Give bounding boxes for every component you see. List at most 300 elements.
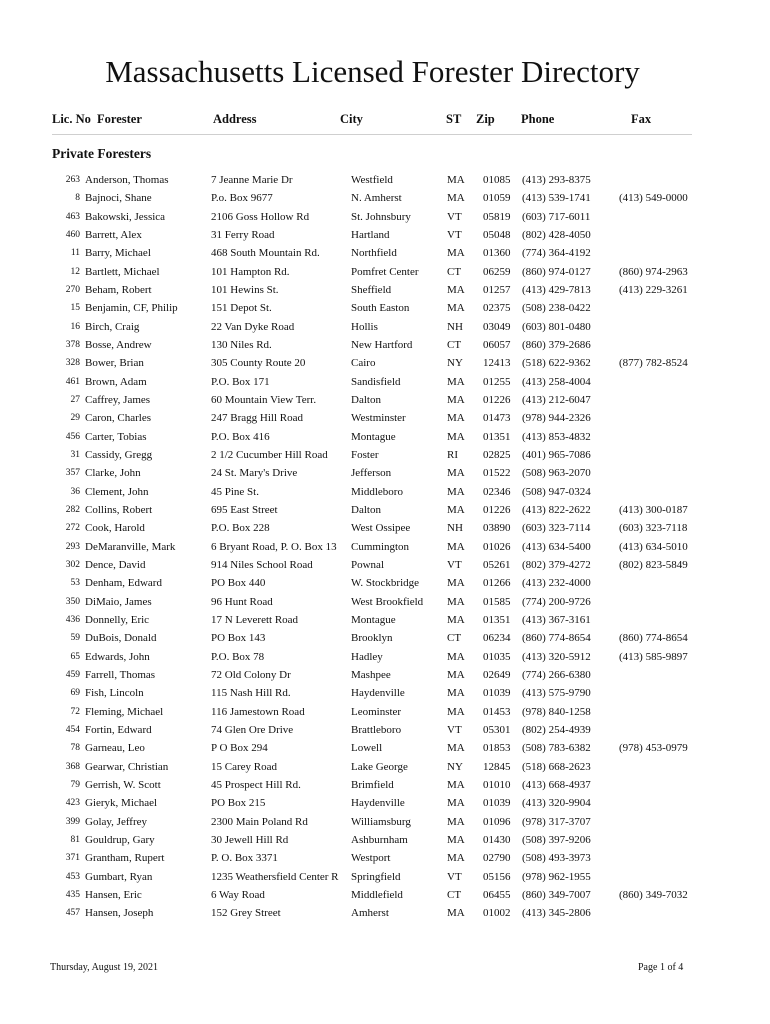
table-row bbox=[0, 522, 770, 540]
phone-number: (413) 320-9904 bbox=[522, 797, 591, 810]
zip-code: 02375 bbox=[483, 302, 511, 315]
forester-name: Edwards, John bbox=[85, 650, 150, 663]
license-number: 453 bbox=[65, 871, 80, 882]
state: VT bbox=[447, 228, 462, 241]
phone-number: (603) 323-7114 bbox=[522, 522, 591, 535]
license-number: 15 bbox=[70, 303, 80, 314]
forester-name: Clement, John bbox=[85, 485, 149, 498]
table-row bbox=[0, 706, 770, 724]
city: Westminster bbox=[351, 412, 406, 425]
license-number: 350 bbox=[65, 596, 80, 607]
phone-number: (860) 349-7007 bbox=[522, 888, 591, 901]
license-number: 27 bbox=[70, 394, 80, 405]
table-row bbox=[0, 889, 770, 907]
forester-name: Birch, Craig bbox=[85, 320, 140, 333]
fax-number: (413) 549-0000 bbox=[619, 192, 688, 205]
phone-number: (413) 853-4832 bbox=[522, 430, 591, 443]
forester-name: Clarke, John bbox=[85, 467, 141, 480]
state: MA bbox=[447, 247, 465, 260]
address: 2 1/2 Cucumber Hill Road bbox=[211, 448, 328, 461]
state: MA bbox=[447, 815, 465, 828]
phone-number: (413) 212-6047 bbox=[522, 393, 591, 406]
zip-code: 01430 bbox=[483, 833, 511, 846]
forester-name: Grantham, Rupert bbox=[85, 852, 165, 865]
state: CT bbox=[447, 888, 462, 901]
city: Cummington bbox=[351, 540, 410, 553]
city: South Easton bbox=[351, 302, 410, 315]
address: 115 Nash Hill Rd. bbox=[211, 687, 291, 700]
header-divider bbox=[52, 134, 692, 135]
license-number: 463 bbox=[65, 211, 80, 222]
zip-code: 01522 bbox=[483, 467, 511, 480]
city: W. Stockbridge bbox=[351, 577, 420, 590]
address: 130 Niles Rd. bbox=[211, 338, 272, 351]
city: Montague bbox=[351, 430, 396, 443]
zip-code: 01059 bbox=[483, 192, 511, 205]
phone-number: (413) 575-9790 bbox=[522, 687, 591, 700]
forester-name: Brown, Adam bbox=[85, 375, 147, 388]
phone-number: (774) 266-6380 bbox=[522, 668, 591, 681]
table-row bbox=[0, 687, 770, 705]
license-number: 11 bbox=[70, 248, 80, 259]
license-number: 328 bbox=[65, 358, 80, 369]
zip-code: 01853 bbox=[483, 742, 511, 755]
address: 74 Glen Ore Drive bbox=[211, 723, 294, 736]
zip-code: 06455 bbox=[483, 888, 511, 901]
forester-name: Golay, Jeffrey bbox=[85, 815, 148, 828]
license-number: 357 bbox=[65, 468, 80, 479]
state: MA bbox=[447, 650, 465, 663]
state: MA bbox=[447, 687, 465, 700]
state: RI bbox=[447, 448, 458, 461]
license-number: 69 bbox=[70, 688, 80, 699]
zip-code: 01351 bbox=[483, 430, 511, 443]
license-number: 53 bbox=[70, 578, 80, 589]
city: Dalton bbox=[351, 503, 381, 516]
license-number: 29 bbox=[70, 413, 80, 424]
phone-number: (413) 822-2622 bbox=[522, 503, 591, 516]
address: 72 Old Colony Dr bbox=[211, 668, 291, 681]
phone-number: (413) 367-3161 bbox=[522, 613, 591, 626]
table-row bbox=[0, 284, 770, 302]
forester-name: Gumbart, Ryan bbox=[85, 870, 153, 883]
zip-code: 03049 bbox=[483, 320, 511, 333]
zip-code: 01010 bbox=[483, 778, 511, 791]
state: MA bbox=[447, 412, 465, 425]
city: Leominster bbox=[351, 705, 402, 718]
state: MA bbox=[447, 595, 465, 608]
zip-code: 05819 bbox=[483, 210, 511, 223]
state: MA bbox=[447, 705, 465, 718]
license-number: 263 bbox=[65, 175, 80, 185]
license-number: 282 bbox=[65, 504, 80, 515]
table-row bbox=[0, 797, 770, 815]
header-address: Address bbox=[213, 112, 257, 126]
address: P.O. Box 171 bbox=[211, 375, 270, 388]
table-row bbox=[0, 559, 770, 577]
city: Hadley bbox=[351, 650, 383, 663]
zip-code: 01002 bbox=[483, 907, 511, 920]
license-number: 16 bbox=[70, 321, 80, 332]
zip-code: 12413 bbox=[483, 357, 511, 370]
forester-name: Fleming, Michael bbox=[85, 705, 164, 718]
city: Jefferson bbox=[351, 467, 392, 480]
phone-number: (401) 965-7086 bbox=[522, 448, 591, 461]
phone-number: (860) 379-2686 bbox=[522, 338, 591, 351]
city: Brooklyn bbox=[351, 632, 393, 645]
forester-name: Bartlett, Michael bbox=[85, 265, 160, 278]
address: 6 Way Road bbox=[211, 888, 265, 901]
fax-number: (860) 974-2963 bbox=[619, 265, 688, 278]
zip-code: 01226 bbox=[483, 393, 511, 406]
phone-number: (860) 774-8654 bbox=[522, 632, 591, 645]
license-number: 65 bbox=[70, 651, 80, 662]
address: P. O. Box 3371 bbox=[211, 852, 278, 865]
state: MA bbox=[447, 613, 465, 626]
forester-name: Gouldrup, Gary bbox=[85, 833, 155, 846]
phone-number: (518) 622-9362 bbox=[522, 357, 591, 370]
phone-number: (413) 429-7813 bbox=[522, 283, 591, 296]
table-row bbox=[0, 504, 770, 522]
zip-code: 02346 bbox=[483, 485, 511, 498]
address: 45 Prospect Hill Rd. bbox=[211, 778, 301, 791]
table-row bbox=[0, 651, 770, 669]
address: 116 Jamestown Road bbox=[211, 705, 305, 718]
zip-code: 01351 bbox=[483, 613, 511, 626]
license-number: 81 bbox=[70, 834, 80, 845]
address: P O Box 294 bbox=[211, 742, 268, 755]
state: MA bbox=[447, 430, 465, 443]
address: 45 Pine St. bbox=[211, 485, 259, 498]
forester-name: Cassidy, Gregg bbox=[85, 448, 153, 461]
phone-number: (978) 840-1258 bbox=[522, 705, 591, 718]
fax-number: (860) 349-7032 bbox=[619, 888, 688, 901]
header-st: ST bbox=[446, 112, 462, 126]
state: CT bbox=[447, 265, 462, 278]
table-row bbox=[0, 742, 770, 760]
header-lic-no: Lic. No bbox=[52, 112, 91, 126]
city: N. Amherst bbox=[351, 192, 402, 205]
address: 468 South Mountain Rd. bbox=[211, 247, 320, 260]
section-heading: Private Foresters bbox=[52, 146, 152, 161]
address: 15 Carey Road bbox=[211, 760, 277, 773]
phone-number: (413) 258-4004 bbox=[522, 375, 591, 388]
header-fax: Fax bbox=[631, 112, 652, 126]
table-row bbox=[0, 779, 770, 797]
address: 101 Hewins St. bbox=[211, 283, 279, 296]
city: Sheffield bbox=[351, 283, 392, 296]
table-row bbox=[0, 724, 770, 742]
phone-number: (508) 783-6382 bbox=[522, 742, 591, 755]
state: NH bbox=[447, 320, 463, 333]
forester-name: Beham, Robert bbox=[85, 283, 152, 296]
header-forester: Forester bbox=[97, 112, 142, 126]
table-row bbox=[0, 834, 770, 852]
address: 96 Hunt Road bbox=[211, 595, 273, 608]
zip-code: 01585 bbox=[483, 595, 511, 608]
table-row bbox=[0, 467, 770, 485]
address: 31 Ferry Road bbox=[211, 228, 275, 241]
table-row bbox=[0, 394, 770, 412]
license-number: 423 bbox=[65, 798, 80, 809]
address: PO Box 215 bbox=[211, 797, 266, 810]
fax-number: (860) 774-8654 bbox=[619, 632, 688, 645]
zip-code: 05048 bbox=[483, 228, 511, 241]
forester-name: DuBois, Donald bbox=[85, 632, 157, 645]
zip-code: 02825 bbox=[483, 448, 511, 461]
zip-code: 05301 bbox=[483, 723, 511, 736]
fax-number: (413) 585-9897 bbox=[619, 650, 688, 663]
city: Middlefield bbox=[351, 888, 403, 901]
forester-name: Denham, Edward bbox=[85, 577, 162, 590]
state: NY bbox=[447, 760, 463, 773]
license-number: 272 bbox=[65, 523, 80, 534]
phone-number: (978) 944-2326 bbox=[522, 412, 591, 425]
state: NH bbox=[447, 522, 463, 535]
fax-number: (413) 634-5010 bbox=[619, 540, 688, 553]
fax-number: (978) 453-0979 bbox=[619, 742, 688, 755]
state: MA bbox=[447, 797, 465, 810]
license-number: 59 bbox=[70, 633, 80, 644]
address: P.O. Box 416 bbox=[211, 430, 270, 443]
phone-number: (508) 238-0422 bbox=[522, 302, 591, 315]
phone-number: (802) 379-4272 bbox=[522, 558, 591, 571]
table-row bbox=[0, 596, 770, 614]
table-row bbox=[0, 357, 770, 375]
phone-number: (774) 364-4192 bbox=[522, 247, 591, 260]
forester-name: Hansen, Joseph bbox=[85, 907, 154, 920]
zip-code: 01026 bbox=[483, 540, 511, 553]
table-row bbox=[0, 174, 770, 192]
phone-number: (508) 493-3973 bbox=[522, 852, 591, 865]
zip-code: 02649 bbox=[483, 668, 511, 681]
city: Middleboro bbox=[351, 485, 403, 498]
license-number: 459 bbox=[65, 669, 80, 680]
license-number: 454 bbox=[65, 724, 80, 735]
zip-code: 02790 bbox=[483, 852, 511, 865]
license-number: 8 bbox=[75, 193, 80, 204]
city: Northfield bbox=[351, 247, 397, 260]
fax-number: (413) 300-0187 bbox=[619, 503, 688, 516]
table-row bbox=[0, 449, 770, 467]
state: VT bbox=[447, 723, 462, 736]
forester-name: Fish, Lincoln bbox=[85, 687, 144, 700]
zip-code: 01266 bbox=[483, 577, 511, 590]
state: NY bbox=[447, 357, 463, 370]
address: 2300 Main Poland Rd bbox=[211, 815, 308, 828]
phone-number: (518) 668-2623 bbox=[522, 760, 591, 773]
forester-name: Gearwar, Christian bbox=[85, 760, 169, 773]
address: P.o. Box 9677 bbox=[211, 192, 273, 205]
forester-name: Anderson, Thomas bbox=[85, 174, 169, 186]
city: West Ossipee bbox=[351, 522, 411, 535]
address: 2106 Goss Hollow Rd bbox=[211, 210, 310, 223]
forester-name: Hansen, Eric bbox=[85, 888, 142, 901]
license-number: 302 bbox=[65, 559, 80, 570]
state: CT bbox=[447, 632, 462, 645]
zip-code: 01039 bbox=[483, 687, 511, 700]
table-row bbox=[0, 541, 770, 559]
zip-code: 05261 bbox=[483, 558, 511, 571]
fax-number: (413) 229-3261 bbox=[619, 283, 688, 296]
phone-number: (413) 539-1741 bbox=[522, 192, 591, 205]
phone-number: (413) 634-5400 bbox=[522, 540, 591, 553]
city: Dalton bbox=[351, 393, 381, 406]
table-row bbox=[0, 321, 770, 339]
table-row bbox=[0, 486, 770, 504]
city: Brattleboro bbox=[351, 723, 402, 736]
license-number: 368 bbox=[65, 761, 80, 772]
phone-number: (413) 232-4000 bbox=[522, 577, 591, 590]
zip-code: 01226 bbox=[483, 503, 511, 516]
state: VT bbox=[447, 558, 462, 571]
state: MA bbox=[447, 668, 465, 681]
zip-code: 01257 bbox=[483, 283, 511, 296]
city: Hartland bbox=[351, 228, 390, 241]
table-row bbox=[0, 816, 770, 834]
page-title: Massachusetts Licensed Forester Directory bbox=[105, 54, 640, 89]
table-row bbox=[0, 761, 770, 779]
table-row bbox=[0, 339, 770, 357]
zip-code: 01453 bbox=[483, 705, 511, 718]
city: St. Johnsbury bbox=[351, 210, 411, 223]
forester-name: Dence, David bbox=[85, 558, 146, 571]
table-row bbox=[0, 632, 770, 650]
state: MA bbox=[447, 302, 465, 315]
zip-code: 06057 bbox=[483, 338, 511, 351]
city: Williamsburg bbox=[351, 815, 411, 828]
table-row bbox=[0, 229, 770, 247]
state: MA bbox=[447, 742, 465, 755]
license-number: 293 bbox=[65, 541, 80, 552]
forester-name: DiMaio, James bbox=[85, 595, 152, 608]
header-zip: Zip bbox=[476, 112, 495, 126]
fax-number: (877) 782-8524 bbox=[619, 357, 688, 370]
zip-code: 01096 bbox=[483, 815, 511, 828]
address: 152 Grey Street bbox=[211, 907, 281, 920]
header-city: City bbox=[340, 112, 363, 126]
phone-number: (603) 717-6011 bbox=[522, 210, 591, 223]
city: Foster bbox=[351, 448, 379, 461]
city: Mashpee bbox=[351, 668, 391, 681]
fax-number: (603) 323-7118 bbox=[619, 522, 688, 535]
license-number: 79 bbox=[70, 779, 80, 790]
license-number: 456 bbox=[65, 431, 80, 442]
forester-name: Bajnoci, Shane bbox=[85, 192, 152, 205]
state: MA bbox=[447, 485, 465, 498]
state: MA bbox=[447, 192, 465, 205]
zip-code: 03890 bbox=[483, 522, 511, 535]
city: Montague bbox=[351, 613, 396, 626]
phone-number: (413) 293-8375 bbox=[522, 174, 591, 186]
table-row bbox=[0, 376, 770, 394]
phone-number: (774) 200-9726 bbox=[522, 595, 591, 608]
table-row bbox=[0, 431, 770, 449]
table-row bbox=[0, 247, 770, 265]
city: Springfield bbox=[351, 870, 401, 883]
forester-name: Caffrey, James bbox=[85, 393, 151, 406]
address: 305 County Route 20 bbox=[211, 357, 306, 370]
phone-number: (413) 320-5912 bbox=[522, 650, 591, 663]
city: Brimfield bbox=[351, 778, 394, 791]
forester-name: Collins, Robert bbox=[85, 503, 153, 516]
phone-number: (508) 947-0324 bbox=[522, 485, 591, 498]
forester-name: Farrell, Thomas bbox=[85, 668, 156, 681]
address: 101 Hampton Rd. bbox=[211, 265, 290, 278]
state: MA bbox=[447, 778, 465, 791]
state: MA bbox=[447, 375, 465, 388]
forester-name: Garneau, Leo bbox=[85, 742, 145, 755]
phone-number: (802) 254-4939 bbox=[522, 723, 591, 736]
zip-code: 01360 bbox=[483, 247, 511, 260]
state: MA bbox=[447, 467, 465, 480]
license-number: 36 bbox=[70, 486, 80, 497]
table-row bbox=[0, 412, 770, 430]
forester-name: Cook, Harold bbox=[85, 522, 145, 535]
state: MA bbox=[447, 833, 465, 846]
state: VT bbox=[447, 210, 462, 223]
zip-code: 06234 bbox=[483, 632, 511, 645]
address: P.O. Box 78 bbox=[211, 650, 265, 663]
header-phone: Phone bbox=[521, 112, 555, 126]
license-number: 270 bbox=[65, 284, 80, 295]
table-row bbox=[0, 907, 770, 925]
address: 695 East Street bbox=[211, 503, 278, 516]
forester-name: DeMaranville, Mark bbox=[85, 540, 176, 553]
phone-number: (978) 962-1955 bbox=[522, 870, 591, 883]
city: Lake George bbox=[351, 760, 408, 773]
city: New Hartford bbox=[351, 338, 413, 351]
address: 6 Bryant Road, P. O. Box 13 bbox=[211, 540, 337, 553]
zip-code: 06259 bbox=[483, 265, 511, 278]
table-row bbox=[0, 871, 770, 889]
zip-code: 01473 bbox=[483, 412, 511, 425]
zip-code: 01255 bbox=[483, 375, 511, 388]
license-number: 78 bbox=[70, 743, 80, 754]
state: MA bbox=[447, 907, 465, 920]
state: MA bbox=[447, 174, 465, 186]
license-number: 12 bbox=[70, 266, 80, 277]
address: 7 Jeanne Marie Dr bbox=[211, 174, 293, 186]
forester-name: Bosse, Andrew bbox=[85, 338, 152, 351]
forester-name: Barrett, Alex bbox=[85, 228, 142, 241]
forester-name: Gerrish, W. Scott bbox=[85, 778, 161, 791]
zip-code: 05156 bbox=[483, 870, 511, 883]
phone-number: (802) 428-4050 bbox=[522, 228, 591, 241]
address: PO Box 440 bbox=[211, 577, 266, 590]
forester-name: Donnelly, Eric bbox=[85, 613, 150, 626]
city: Hollis bbox=[351, 320, 378, 333]
forester-name: Carter, Tobias bbox=[85, 430, 147, 443]
phone-number: (508) 963-2070 bbox=[522, 467, 591, 480]
license-number: 436 bbox=[65, 614, 80, 625]
state: MA bbox=[447, 503, 465, 516]
table-row bbox=[0, 302, 770, 320]
zip-code: 01039 bbox=[483, 797, 511, 810]
fax-number: (802) 823-5849 bbox=[619, 558, 688, 571]
city: Westfield bbox=[351, 174, 393, 186]
state: MA bbox=[447, 540, 465, 553]
city: Amherst bbox=[351, 907, 389, 920]
city: Haydenville bbox=[351, 687, 405, 700]
license-number: 371 bbox=[65, 853, 80, 864]
state: MA bbox=[447, 577, 465, 590]
address: 247 Bragg Hill Road bbox=[211, 412, 303, 425]
table-row bbox=[0, 266, 770, 284]
phone-number: (413) 668-4937 bbox=[522, 778, 591, 791]
state: VT bbox=[447, 870, 462, 883]
table-row bbox=[0, 577, 770, 595]
